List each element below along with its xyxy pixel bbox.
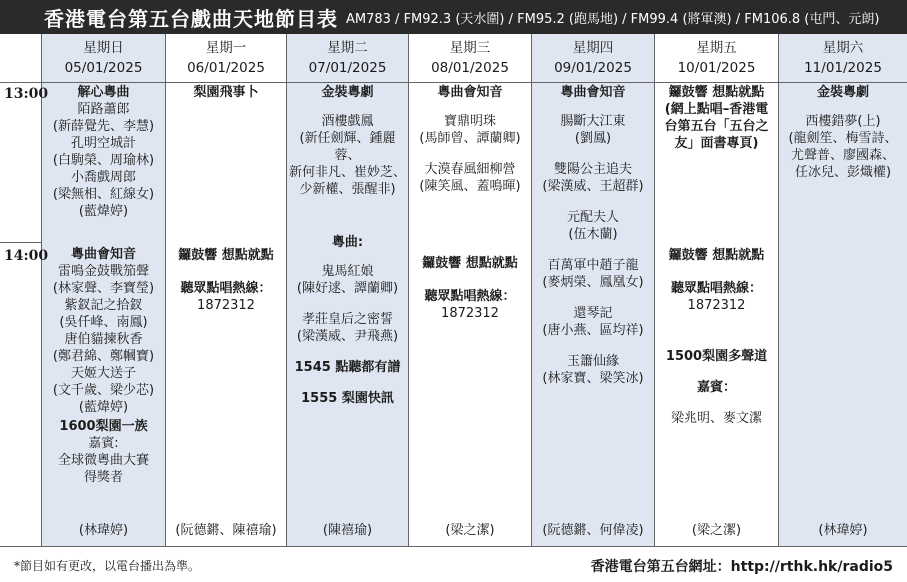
footer-note: *節目如有更改，以電台播出為準。 bbox=[14, 559, 201, 573]
song-item: 尤聲普、廖國森、 bbox=[790, 148, 895, 163]
program-title: 金裝粵劇 bbox=[816, 85, 869, 100]
day-date: 07/01/2025 bbox=[308, 60, 387, 76]
day-header bbox=[779, 34, 907, 82]
song-item: 孝莊皇后之密誓 bbox=[301, 312, 393, 327]
program-block bbox=[42, 246, 165, 486]
song-item: 寶鼎明珠 bbox=[443, 114, 496, 129]
day-name: 星期二 bbox=[327, 40, 368, 56]
song-item: 紫釵記之拾釵 bbox=[64, 298, 143, 313]
day-header bbox=[655, 34, 778, 82]
song-item: (林家聲、李寶瑩) bbox=[52, 281, 155, 296]
song-item: (劉鳳) bbox=[574, 131, 612, 146]
program-block bbox=[166, 84, 286, 101]
song-item: 小喬戲周郎 bbox=[70, 170, 136, 185]
song-item: 玉簫仙緣 bbox=[566, 354, 619, 369]
column-thursday bbox=[532, 34, 655, 546]
time-label: 13:00 bbox=[4, 86, 49, 102]
song-item: (吳仟峰、南鳳) bbox=[59, 315, 148, 330]
program-block bbox=[42, 84, 165, 220]
day-name: 星期日 bbox=[83, 40, 124, 56]
song-item: (陳笑風、蓋鳴暉) bbox=[419, 179, 521, 194]
guest-label: 嘉賓: bbox=[88, 436, 119, 451]
song-item: (唐小燕、區均祥) bbox=[542, 323, 644, 338]
song-item: 酒樓戲鳳 bbox=[321, 114, 374, 129]
song-item: (陳好逑、譚蘭卿) bbox=[296, 281, 399, 296]
schedule-grid bbox=[0, 34, 907, 546]
website-info: 香港電台第五台網址：http://rthk.hk/radio5 bbox=[590, 559, 893, 575]
song-item: (白駒榮、周瑜林) bbox=[52, 153, 155, 168]
program-block bbox=[532, 84, 654, 387]
song-item: (新任劍輝、鍾麗蓉、 bbox=[299, 131, 396, 163]
program-title: 金裝粵劇 bbox=[321, 85, 374, 100]
program-block bbox=[779, 84, 907, 181]
hotline-number: 1872312 bbox=[197, 298, 255, 313]
day-header bbox=[42, 34, 165, 82]
program-note: (網上點唱–香港電 bbox=[664, 102, 769, 117]
program-title: 粵曲會知音 bbox=[560, 85, 626, 100]
program-title: 1600梨園一族 bbox=[59, 419, 148, 434]
song-item: 百萬軍中趙子龍 bbox=[547, 258, 639, 273]
host-name: (林瑋婷) bbox=[78, 523, 129, 538]
song-item: 腸斷大江東 bbox=[560, 114, 626, 129]
song-item: (馬師曾、譚蘭卿) bbox=[419, 131, 521, 146]
program-block bbox=[287, 234, 408, 407]
day-date: 06/01/2025 bbox=[187, 60, 265, 76]
guest-name: 得獎者 bbox=[83, 470, 123, 485]
song-item: (林家寶、梁笑冰) bbox=[542, 371, 644, 386]
day-date: 10/01/2025 bbox=[677, 60, 756, 76]
frequency-list: AM783 / FM92.3 (天水圍) / FM95.2 (跑馬地) / FM99.4 (將軍澳) / FM106.8 (屯門、元朗) bbox=[346, 11, 880, 27]
host-name: (藍煒婷) bbox=[78, 400, 129, 415]
program-title: 1545 點聽都有譜 bbox=[294, 360, 401, 375]
day-header bbox=[166, 34, 286, 82]
day-date: 05/01/2025 bbox=[64, 60, 143, 76]
day-date: 11/01/2025 bbox=[804, 60, 882, 76]
hotline-number: 1872312 bbox=[687, 298, 746, 313]
day-name: 星期五 bbox=[696, 40, 737, 56]
song-item: (新薛覺先、李慧) bbox=[52, 119, 155, 134]
column-monday bbox=[166, 34, 287, 546]
song-item: 大漠春風細柳營 bbox=[424, 162, 516, 177]
song-item: (文千歲、梁少芯) bbox=[52, 383, 155, 398]
column-wednesday bbox=[409, 34, 532, 546]
host-name: (梁之潔) bbox=[445, 523, 495, 538]
guest-name: 梁兆明、麥文潔 bbox=[670, 411, 762, 426]
song-item: 雙陽公主追夫 bbox=[553, 162, 632, 177]
time-label: 14:00 bbox=[4, 248, 49, 264]
program-title: 1500梨園多聲道 bbox=[665, 349, 768, 364]
song-item: 唐伯貓揀秋香 bbox=[64, 332, 143, 347]
song-item: (鄭君綿、鄭幗寶) bbox=[52, 349, 155, 364]
program-title: 梨園飛事卜 bbox=[193, 85, 259, 100]
song-item: 元配夫人 bbox=[566, 210, 619, 225]
host-name: (陳禧瑜) bbox=[322, 523, 373, 538]
song-item: 任冰兒、彭熾權) bbox=[794, 165, 892, 180]
day-header bbox=[409, 34, 531, 82]
time-column bbox=[0, 34, 42, 546]
program-block bbox=[166, 247, 286, 314]
header-divider bbox=[0, 82, 907, 83]
program-block bbox=[655, 84, 778, 152]
song-item: 還琴記 bbox=[573, 306, 613, 321]
program-title: 鑼鼓響 想點就點 bbox=[668, 248, 765, 263]
guest-label: 嘉賓： bbox=[696, 380, 736, 395]
program-block bbox=[655, 247, 778, 427]
column-saturday bbox=[779, 34, 907, 546]
program-note: 台第五台「五台之 bbox=[664, 119, 769, 134]
program-title: 鑼鼓響 想點就點 bbox=[422, 256, 518, 271]
hotline-label: 聽眾點唱熱線： bbox=[180, 281, 272, 296]
time-divider bbox=[0, 242, 42, 243]
day-header bbox=[287, 34, 408, 82]
footer bbox=[0, 546, 907, 582]
program-note: 友」面書專頁) bbox=[674, 136, 759, 151]
program-block bbox=[409, 84, 531, 195]
column-friday bbox=[655, 34, 779, 546]
day-name: 星期三 bbox=[449, 40, 491, 56]
header-bar bbox=[0, 0, 907, 34]
song-item: 陌路蕭郎 bbox=[77, 102, 130, 117]
program-title: 1555 梨園快訊 bbox=[301, 391, 394, 406]
day-date: 08/01/2025 bbox=[431, 60, 509, 76]
host-name: (阮德鏘、陳禧瑜) bbox=[175, 523, 277, 538]
program-block bbox=[287, 84, 408, 198]
song-item: (梁無相、紅線女) bbox=[52, 187, 155, 202]
day-name: 星期一 bbox=[205, 40, 247, 56]
day-name: 星期六 bbox=[822, 40, 864, 56]
day-name: 星期四 bbox=[572, 40, 614, 56]
program-title: 粵曲: bbox=[331, 235, 364, 250]
host-name: (梁之潔) bbox=[691, 523, 742, 538]
hotline-number: 1872312 bbox=[441, 306, 499, 321]
song-item: 新何非凡、崔妙芝、 bbox=[288, 165, 406, 180]
song-item: (伍木蘭) bbox=[568, 227, 618, 242]
page-title: 香港電台第五台戲曲天地節目表 bbox=[44, 6, 338, 31]
host-name: (林瑋婷) bbox=[818, 523, 868, 538]
day-header bbox=[532, 34, 654, 82]
host-name: (藍煒婷) bbox=[78, 204, 129, 219]
song-item: (麥炳榮、鳳凰女) bbox=[542, 275, 644, 290]
column-tuesday bbox=[287, 34, 409, 546]
program-title: 粵曲會知音 bbox=[70, 247, 136, 262]
column-sunday bbox=[42, 34, 166, 546]
song-item: 孔明空城計 bbox=[70, 136, 136, 151]
song-item: (龍劍笙、梅雪詩、 bbox=[788, 131, 898, 146]
host-name: (阮德鏘、何偉凌) bbox=[542, 523, 644, 538]
hotline-label: 聽眾點唱熱線： bbox=[670, 281, 762, 296]
song-item: 西樓錯夢(上) bbox=[805, 114, 881, 129]
song-item: (梁漢威、王超群) bbox=[542, 179, 644, 194]
program-block bbox=[409, 255, 531, 322]
program-title: 解心粵曲 bbox=[77, 85, 130, 100]
day-date: 09/01/2025 bbox=[554, 60, 632, 76]
hotline-label: 聽眾點唱熱線： bbox=[424, 289, 516, 304]
song-item: 雷鳴金鼓戰笳聲 bbox=[57, 264, 149, 279]
song-item: (梁漢威、尹飛燕) bbox=[296, 329, 399, 344]
song-item: 少新權、張醒非) bbox=[299, 182, 396, 197]
song-item: 天姬大送子 bbox=[70, 366, 136, 381]
guest-name: 全球微粵曲大賽 bbox=[57, 453, 149, 468]
program-title: 粵曲會知音 bbox=[437, 85, 503, 100]
program-title: 鑼鼓響 想點就點 bbox=[668, 85, 765, 100]
program-title: 鑼鼓響 想點就點 bbox=[178, 248, 274, 263]
song-item: 鬼馬紅娘 bbox=[321, 264, 374, 279]
